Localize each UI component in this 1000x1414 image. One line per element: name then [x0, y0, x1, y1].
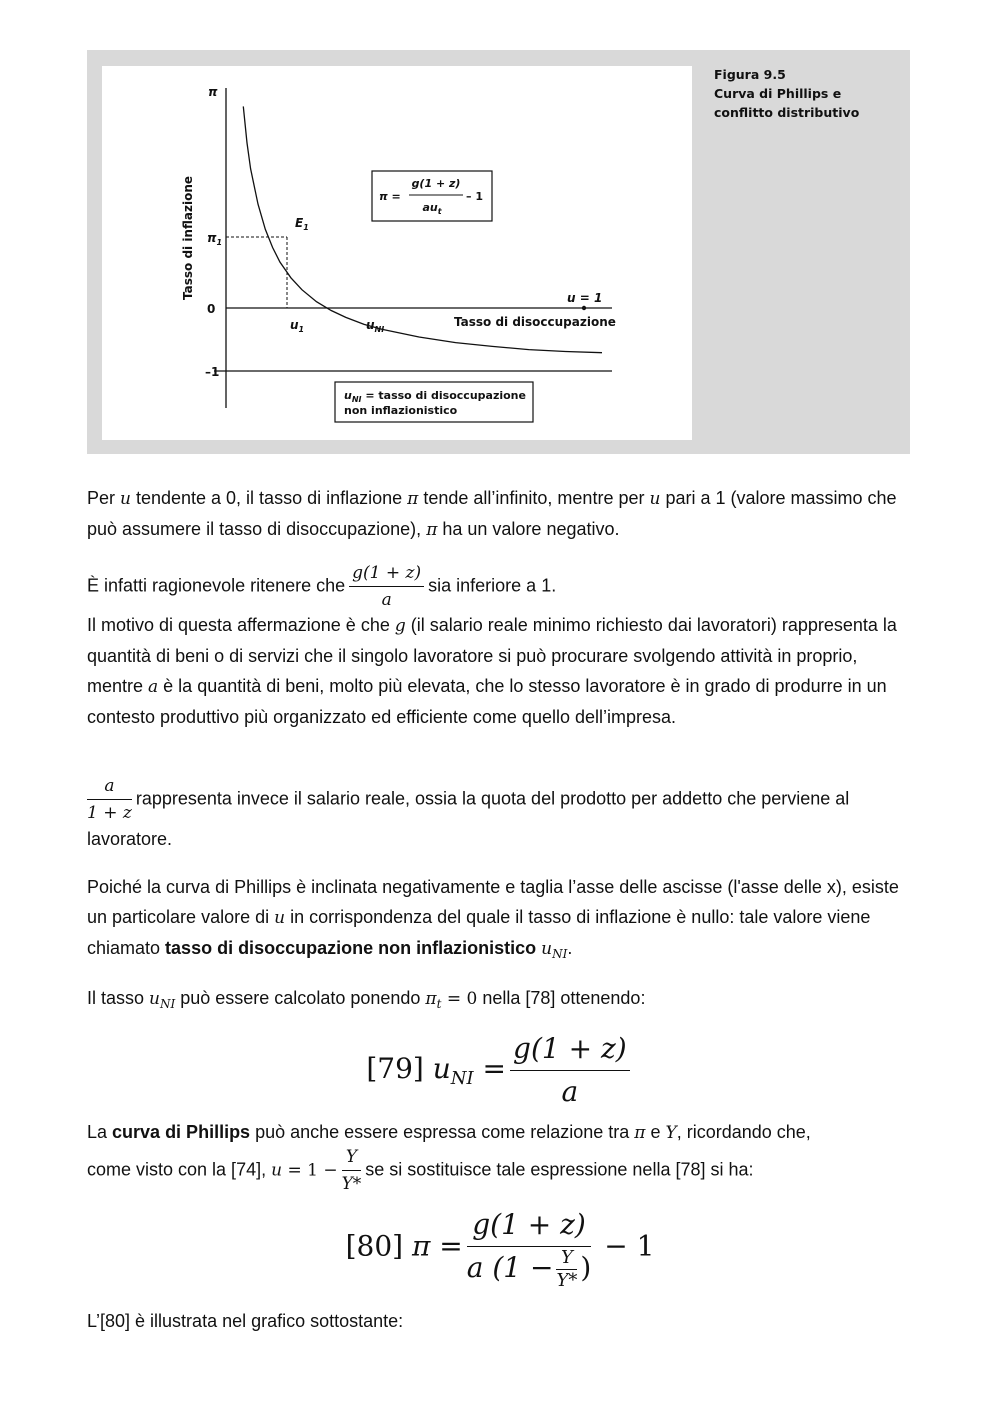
equation-80-inner-fraction: $\frac{Y}{Y*}$ [556, 1247, 578, 1291]
paragraph-7 [87, 1117, 917, 1195]
tick-pi1: $\pi_1$ [207, 231, 223, 247]
paragraph-6: Il tasso $u_{NI}$ può essere calcolato ponendo $\pi_t = 0$ nella [78] ottenendo: [87, 988, 646, 1011]
formula-numerator: g(1 + z) [411, 177, 461, 190]
figure-canvas [102, 66, 692, 440]
tick-u1: $u_1$ [290, 318, 305, 334]
tick-pi: π [208, 85, 218, 99]
figure-caption-title: Curva di Phillips e conflitto distributivo [714, 86, 860, 120]
equation-80: [80] π = g(1 + z) a (1 − $\frac{Y}{Y*}$ ) − 1 [345, 1208, 655, 1291]
equation-79-fraction: $\frac{g(1 + z)}{a}$ [510, 1030, 630, 1111]
formula-tail: – 1 [466, 190, 483, 203]
formula-lhs: π = [379, 190, 401, 203]
tick-uni: $u_{NI}$ [366, 318, 385, 334]
paragraph-3: Il motivo di questa affermazione è che g (il salario reale minimo richiesto dai lavoratori) rappresenta la quantità di beni o di servizi che il singolo lavoratore si può procurare svolgendo attività in proprio, mentre a è la quantità di beni, molto più elevata, che lo stesso lavoratore è in grado di produrre in un contesto produttivo più organizzato ed efficiente come quello dell’impresa. [87, 615, 897, 727]
figure-caption-number: Figura 9.5 [714, 67, 786, 82]
equation-79: [79] $u_{NI}$ = $\frac{g(1 + z)}{a}$ [0, 1030, 1000, 1111]
fraction-g-over-a: $\frac{g(1 + z)}{a}$ [349, 562, 424, 611]
figure-panel [87, 50, 910, 454]
x-axis-label: Tasso di disoccupazione [454, 315, 616, 329]
u-equals-1-label: u = 1 [567, 291, 603, 305]
paragraph-1: Per u tendente a 0, il tasso di inflazione π tende all’infinito, mentre per u pari a 1 (valore massimo che può assumere il tasso di disoccupazione), π ha un valore negativo. [87, 488, 897, 540]
paragraph-2: È infatti ragionevole ritenere che $\frac{g(1 + z)}{a}$ sia inferiore a 1. [87, 563, 557, 610]
formula-denominator: $au_t$ [422, 201, 442, 216]
fraction-y-over-ystar: $\frac{Y}{Y*}$ [341, 1147, 362, 1194]
paragraph-4: $\frac{a}{1 + z}$ rappresenta invece il salario reale, ossia la quota del prodotto per addetto che perviene al lavoratore. [87, 776, 850, 849]
paragraph-8: L’[80] è illustrata nel grafico sottostante: [87, 1311, 404, 1331]
tick-zero: 0 [207, 302, 216, 316]
point-e1-label: $E_1$ [295, 216, 309, 232]
tick-minus1: –1 [205, 365, 220, 379]
paragraph-7-line-2: come visto con la [74], u = 1 − $\frac{Y}{Y*}$ se si sostituisce tale espressione nella [78] si ha: [87, 1147, 754, 1194]
phillips-chart [102, 66, 692, 440]
fraction-a-over-1z: $\frac{a}{1 + z}$ [87, 776, 132, 823]
paragraph-7-line-1: La curva di Phillips può anche essere espressa come relazione tra π e Y, ricordando che, [87, 1122, 811, 1143]
figure-caption [714, 65, 904, 122]
paragraph-5: Poiché la curva di Phillips è inclinata negativamente e taglia l’asse delle ascisse (l'asse delle x), esiste un particolare valore di u in corrispondenza del quale il tasso di inflazione è nullo: tale valore viene chiamato tasso di disoccupazione non inflazionistico $u_{NI}$. [87, 877, 899, 961]
legend-line-2: non inflazionistico [344, 404, 458, 417]
legend-line-1: $u_{NI}$ = tasso di disoccupazione [344, 389, 526, 404]
y-axis-label: Tasso di inflazione [181, 176, 195, 300]
equation-80-fraction: g(1 + z) a (1 − $\frac{Y}{Y*}$ ) [466, 1208, 592, 1291]
u1-point [582, 306, 586, 310]
